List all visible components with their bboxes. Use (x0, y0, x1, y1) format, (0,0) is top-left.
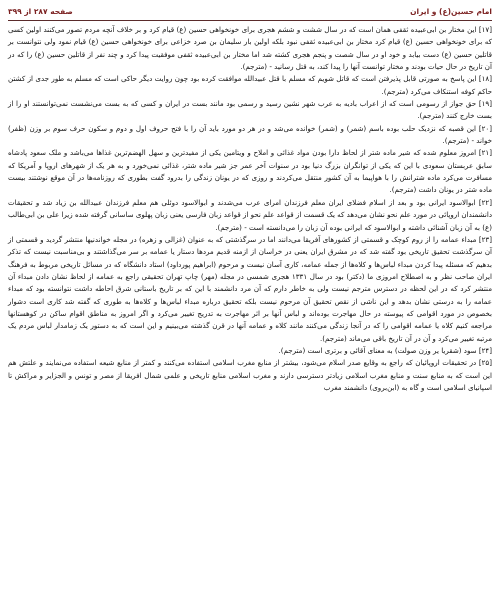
book-title: امام حسین(ع) و ایران (410, 6, 492, 16)
page-number: صفحه ۲۸۷ از ۳۹۹ (8, 6, 73, 16)
footnote-21: [۲۱] امروز معلوم شده که شیر ماده شتر از لحاظ دارا بودن مواد غذائی و املاح و ویتامین یکی از مفیدترین و سهل الهضم‌ترین غذاها می‌باشد و ملک سعود پادشاه سابق عربستان سعودی با این که یکی از توانگران بزرگ دنیا بود در سنوات آخر عمر جز شیر ماده شتر، غذائی نمی‌خورد و به هر یک از شهرهای اروپا و آمریکا که مسافرت می‌کرد ماده شترانش را با هواپیما به آن کشور منتقل می‌کردند و روزی که در یونان زندگی را بدرود گفت بطوری که روزنامه‌ها در آن موقع نوشتند بیست ماده شتر در یونان داشت (مترجم). (8, 148, 492, 195)
footnote-25: [۲۵] در تحقیقات اروپائیان که راجع به وقایع صدر اسلام می‌شود، بیشتر از منابع مغرب اسلامی استفاده می‌کنند و کمتر از منابع شیعه استفاده می‌نمایند و علتش هم این است که به منابع سنت و منابع مغرب اسلامی زیادتر دسترسی دارند و مغرب اسلامی منابع تاریخی و علمی شمال افریقا از مصر و تونس و الجزایر و مراکش تا اسپانیای اسلامی است و گاه به (ابن‌بروی) دانشمند مغرب (8, 358, 492, 392)
footnote-23: [۲۳] مبداء عمامه را از روم کوچک و قسمتی از کشورهای آفریقا می‌دانند اما در سرگذشتی که به عنوان (غزالی و زهره) در مجله خواندنیها منتشر گردید و قسمتی از آن سرگذشت تحقیق تاریخی بود گفته شد که در مشرق ایران یعنی در خراسان از ازمنه قدیم مردها دستار یا عمامه بر سر می‌گذاشتند و بی‌مناسبت نیست که تذکر بدهیم که مسئله پیدا کردن مبداء لباس‌ها و کلاه‌ها از جمله عمامه، کاری آسان نیست و مرحوم (ابراهیم پورداود) استاد دانشگاه که در مسائل تاریخی مربوط به فرهنگ ایران صاحب نظر و به اصطلاح امروزی ما (دکتر) بود در سال ۱۳۳۱ هجری شمسی در مجله (مهر) چاپ تهران تحقیقی راجع به عمامه از لحاظ نشان دادن مبداء آن منتشر کرد که در این لحظه در دسترس مترجم نیست ولی به خاطر دارم که آن مرد دانشمند با این که بر تاریخ باستانی شرق احاطه داشت نتوانسته بود که مبداء عمامه را به درستی نشان بدهد و این ناشی از نقص تحقیق آن مرحوم نیست بلکه تحقیق درباره مبداء لباس‌ها و کلاه‌ها به طوری که گفته شد کاری است دشوار بخصوص در مورد اقوامی که پیوسته در حال مهاجرت بوده‌اند و لباس آنها بر اثر مهاجرت به تدریج تغییر می‌کرد و اگر امروز به مناطق اقوام ساکن در کوهستانها مراجعه کنیم کلاه یا عمامه اقوامی را که در آنجا زندگی می‌کنند مانند کلاه و عمامه آنها در قرن گذشته می‌بینیم و این است که به دستور یک زمامدار لباس مردم یک مرتبه تغییر می‌کرد و آن در آن تاریخ باقی می‌ماند (مترجم). (8, 234, 492, 343)
footnote-22: [۲۲] ابوالاسود ایرانی بود و بعد از اسلام فضلای ایران معلم فرزندان امرای عرب می‌شدند و ابوالاسود دوئلی هم معلم فرزندان عبیدالله بن زیاد شد و تحقیقات دانشمندان اروپائی در مورد علم نحو نشان می‌دهد که یک قسمت از قواعد علم نحو از قواعد زبان فارسی یعنی زبان پهلوی ساسانی گرفته شده زیرا علی بن ابی‌طالب (ع) به آن زبان آشنائی داشته و ابوالاسود که ایرانی بوده آن زبان را می‌دانسته است - (مترجم). (8, 197, 492, 232)
footnote-17: [۱۷] این مختار بن ابی‌عبیده ثقفی همان است که در سال ششت و ششم هجری برای خونخواهی حسین (ع) قیام کرد و بر خلاف آنچه مردم تصور می‌کنند اولین کسی که برای خونخواهی حسین (ع) قیام کرد مختار بن ابی‌عبیده ثقفی نبود بلکه اولین بار سلیمان بن صرد خزاعی برای خونخواهی حسین (ع) قیام نمود ولی نتوانست بر قاتلین حسین (ع) دست بیابد و خود او در سال شصت و پنجم هجری کشته شد اما مختار بن ابی‌عبیده ثقفی موفقیت پیدا کرد و چند نفر از قاتلین حسین (ع) را که در آن تاریخ در حال حیات بودند و مختار توانست آنها را پیدا کند، به قتل رسانید - (مترجم). (8, 25, 492, 72)
footnotes (8, 24, 492, 394)
footnote-20: [۲۰] این قصبه که نزدیک حلب بوده باسم (شمر) و (شمر) خوانده می‌شد و در هر دو مورد باید آن را با فتح حروف اول و دوم و سکون حرف سوم بر وزن (ظفر) خواند - (مترجم). (8, 123, 492, 146)
page-header (8, 4, 492, 21)
footnote-19: [۱۹] حق جواز از رسومی است که از اعراب بادیه به عرب شهر نشین رسید و رسمی بود مانند بست در ایران و کسی که به بست می‌نشست نمی‌توانستند او را از بست خارج کنند (مترجم). (8, 99, 492, 121)
footnote-24: [۲۴] سود (شقریا یر وزن صولت) به معنای آقائی و برتری است (مترجم). (278, 345, 492, 355)
footnote-18: [۱۸] این پاسخ به صورتی قابل پذیرفتن است که قاتل شویم که مسلم با قتل عبیدالله موافقت کرده بود چون روایت دیگر حاکی است که مسلم به طور جدی از کشتن حاکم کوفه استنکاف می‌کرد (مترجم). (8, 74, 492, 96)
